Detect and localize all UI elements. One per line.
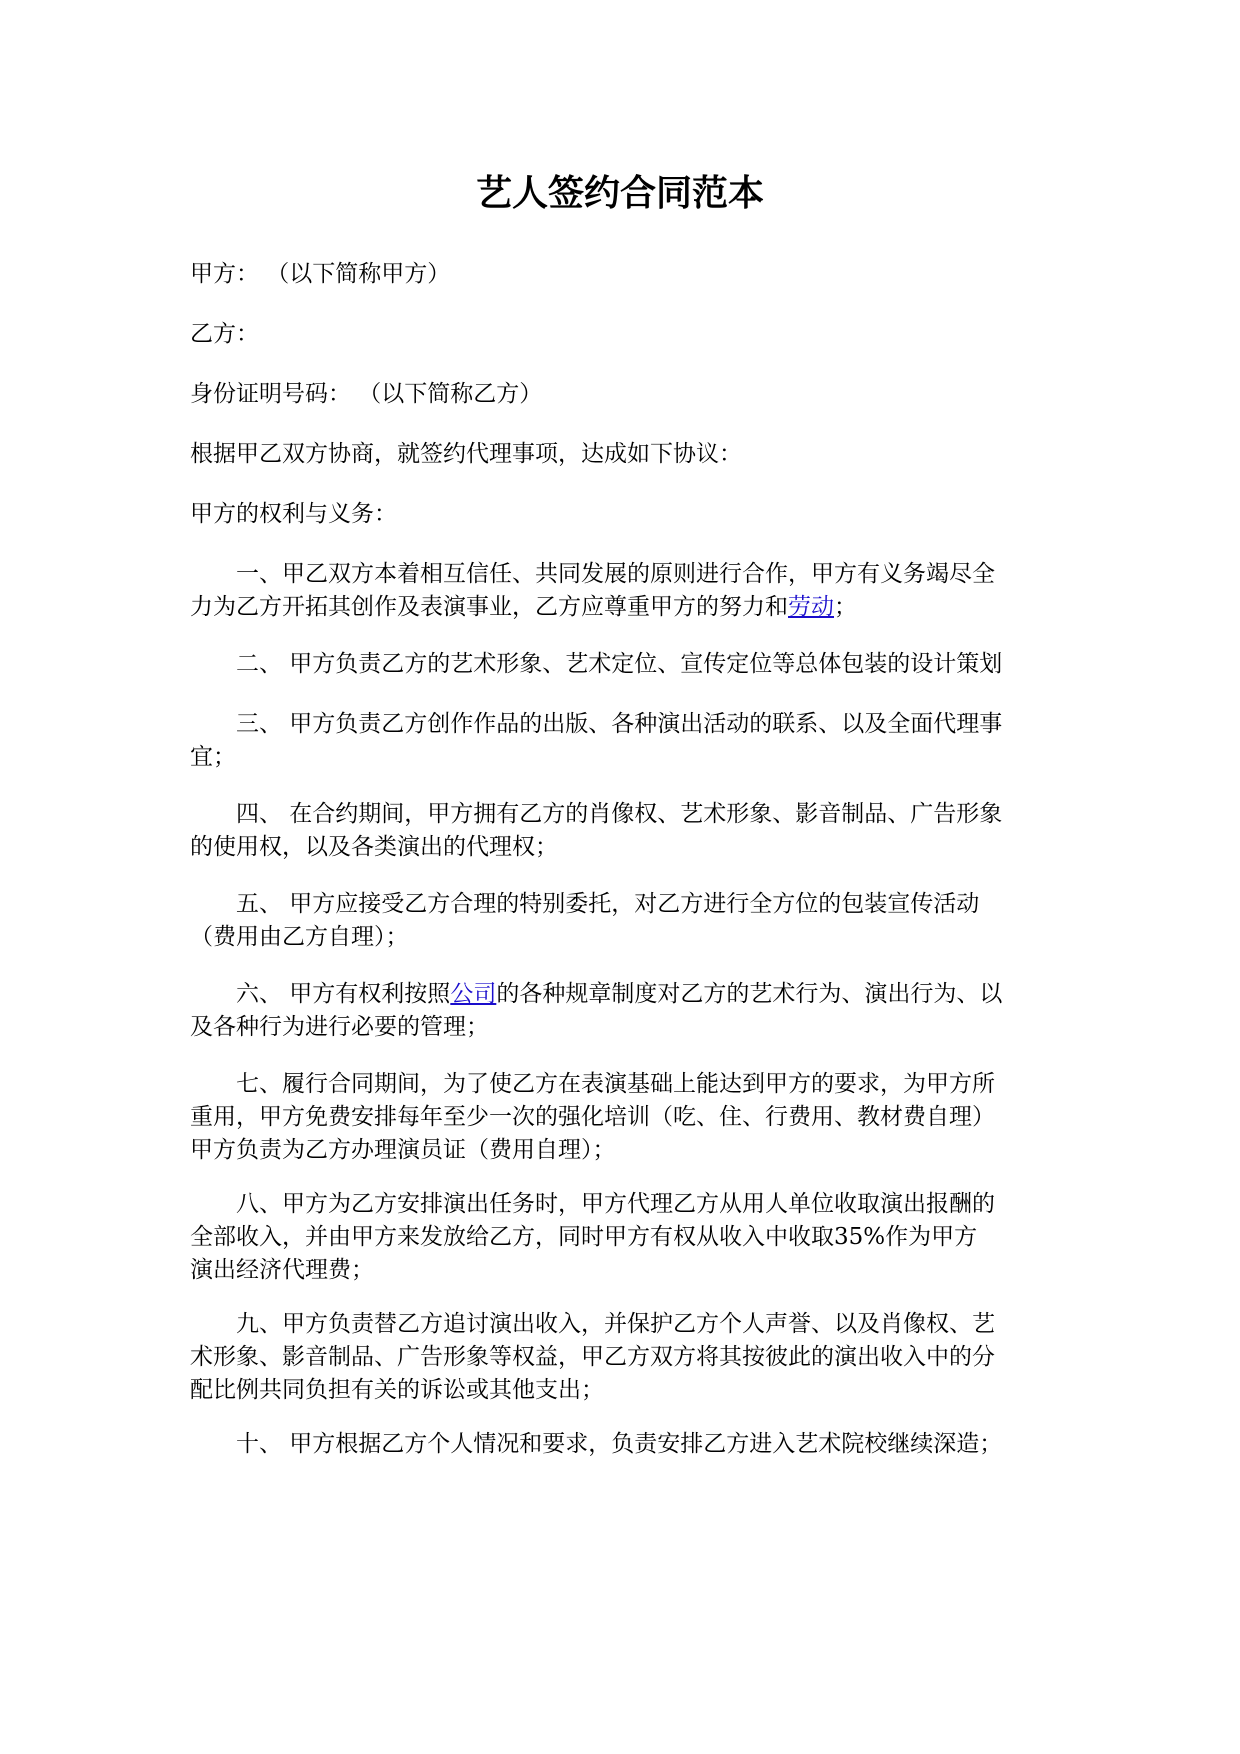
clause-line: 的使用权，以及各类演出的代理权； bbox=[190, 834, 558, 860]
clause-line: 三、 甲方负责乙方创作作品的出版、各种演出活动的联系、以及全面代理事 bbox=[236, 711, 1003, 737]
clause-line bbox=[190, 591, 1060, 624]
clause-line: 及各种行为进行必要的管理； bbox=[190, 1014, 489, 1040]
clause-1 bbox=[190, 558, 1060, 624]
labor-link[interactable]: 劳动 bbox=[788, 594, 834, 620]
clause-line: 一、甲乙双方本着相互信任、共同发展的原则进行合作，甲方有义务竭尽全 bbox=[236, 561, 995, 587]
clause-3 bbox=[190, 708, 1060, 774]
clause-line: 甲方负责为乙方办理演员证（费用自理）； bbox=[190, 1137, 616, 1163]
clause-line: 全部收入，并由甲方来发放给乙方，同时甲方有权从收入中收取35%作为甲方 bbox=[190, 1224, 978, 1250]
clause-line: 术形象、影音制品、广告形象等权益，甲乙方双方将其按彼此的演出收入中的分 bbox=[190, 1344, 995, 1370]
clause-line: 宜； bbox=[190, 744, 236, 770]
clause-4 bbox=[190, 798, 1060, 864]
clause-line: 十、 甲方根据乙方个人情况和要求，负责安排乙方进入艺术院校继续深造； bbox=[236, 1431, 1003, 1457]
clause-line bbox=[190, 978, 1060, 1011]
clause-8 bbox=[190, 1188, 1060, 1287]
clause-line: 九、甲方负责替乙方追讨演出收入，并保护乙方个人声誉、以及肖像权、艺 bbox=[236, 1311, 995, 1337]
id-number-line: 身份证明号码： （以下简称乙方） bbox=[190, 381, 543, 407]
party-b-line: 乙方： bbox=[190, 321, 259, 347]
clause-7 bbox=[190, 1068, 1060, 1167]
clause-line: 五、 甲方应接受乙方合理的特别委托，对乙方进行全方位的包装宣传活动 bbox=[236, 891, 980, 917]
clause-line: 二、 甲方负责乙方的艺术形象、艺术定位、宣传定位等总体包装的设计策划 bbox=[236, 651, 1003, 677]
clause-text: 的各种规章制度对乙方的艺术行为、演出行为、以 bbox=[496, 981, 1003, 1007]
section-heading: 甲方的权利与义务： bbox=[190, 501, 397, 527]
clause-text: ； bbox=[834, 594, 857, 620]
clause-9 bbox=[190, 1308, 1060, 1407]
clause-10 bbox=[190, 1428, 1060, 1461]
clause-line: 重用，甲方免费安排每年至少一次的强化培训（吃、住、行费用、教材费自理） bbox=[190, 1104, 995, 1130]
company-link[interactable]: 公司 bbox=[450, 981, 497, 1007]
clause-line: 演出经济代理费； bbox=[190, 1257, 374, 1283]
clause-6 bbox=[190, 978, 1060, 1044]
clause-2 bbox=[190, 648, 1060, 681]
clause-line: 八、甲方为乙方安排演出任务时，甲方代理乙方从用人单位收取演出报酬的 bbox=[236, 1191, 995, 1217]
preamble: 根据甲乙双方协商，就签约代理事项，达成如下协议： bbox=[190, 441, 742, 467]
clause-line: （费用由乙方自理）； bbox=[190, 924, 409, 950]
clause-text: 力为乙方开拓其创作及表演事业，乙方应尊重甲方的努力和 bbox=[190, 594, 788, 620]
document-title: 艺人签约合同范本 bbox=[475, 173, 764, 214]
clause-5 bbox=[190, 888, 1060, 954]
clause-line: 配比例共同负担有关的诉讼或其他支出； bbox=[190, 1377, 604, 1403]
party-a-line: 甲方： （以下简称甲方） bbox=[190, 261, 451, 287]
clause-line: 四、 在合约期间，甲方拥有乙方的肖像权、艺术形象、影音制品、广告形象 bbox=[236, 801, 1003, 827]
clause-text: 六、 甲方有权利按照 bbox=[236, 981, 451, 1007]
clause-line: 七、履行合同期间，为了使乙方在表演基础上能达到甲方的要求，为甲方所 bbox=[236, 1071, 995, 1097]
